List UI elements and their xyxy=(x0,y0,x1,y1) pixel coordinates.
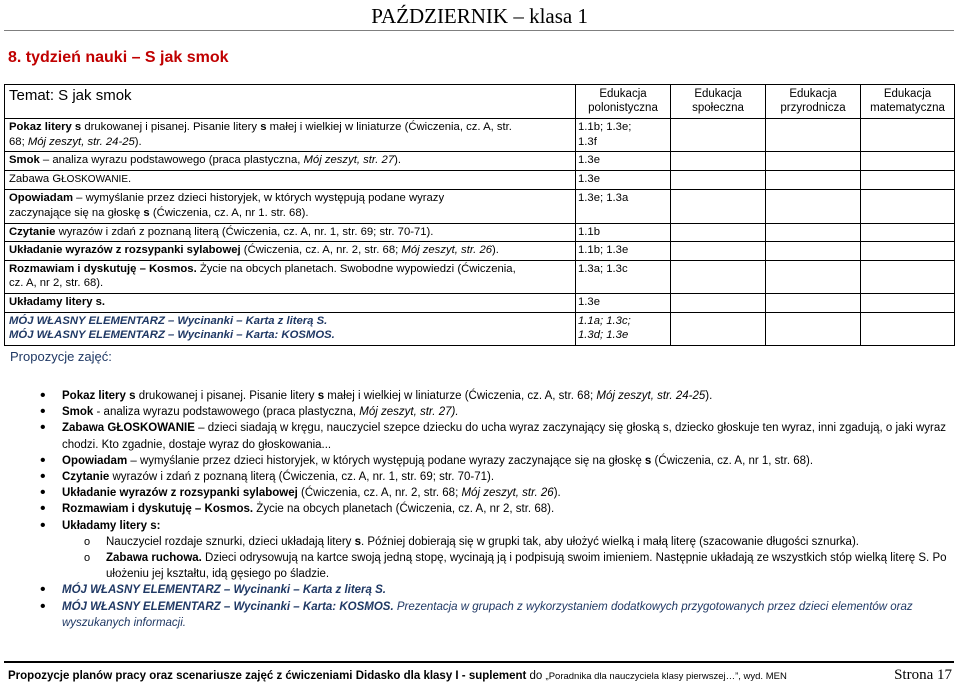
footer-text xyxy=(8,670,787,682)
empty-cell xyxy=(766,170,861,190)
topic-header: Temat: S jak smok xyxy=(5,85,576,119)
code: 1.1b; 1.3e xyxy=(578,244,629,257)
empty-cell xyxy=(861,242,955,261)
activity-bold: Rozmawiam i dyskutuję – Kosmos. xyxy=(9,262,197,275)
activity-text: zaczynające się na głoskę xyxy=(9,206,144,219)
notebook-reference: Mój zeszyt, str. 26 xyxy=(401,244,493,257)
empty-cell xyxy=(671,293,766,312)
curriculum-codes xyxy=(576,293,671,312)
letter-s: s xyxy=(644,454,652,467)
code: 1.3e xyxy=(578,154,600,167)
week-title: 8. tydzień nauki – S jak smok xyxy=(8,49,229,66)
empty-cell xyxy=(861,190,955,223)
table-row xyxy=(5,190,955,223)
proposals-list xyxy=(40,388,954,631)
curriculum-codes xyxy=(576,223,671,242)
table-row xyxy=(5,152,955,171)
activity-text: – wymyślanie przez dzieci historyjek, w których występują podane wyrazy xyxy=(73,192,445,205)
activity-bold: Smok xyxy=(9,154,40,167)
code: 1.3e xyxy=(578,172,600,185)
empty-cell xyxy=(766,242,861,261)
empty-cell xyxy=(766,312,861,345)
list-item xyxy=(40,485,954,501)
item-text: wyrazów i zdań z poznaną literą (Ćwiczenia, cz. A, nr. 1, str. 69; str. 70-71). xyxy=(109,471,495,484)
curriculum-codes xyxy=(576,170,671,190)
code: 1.1b xyxy=(578,225,600,238)
item-bold: Zabawa GŁOSKOWANIE xyxy=(62,422,195,435)
column-label: Edukacja xyxy=(694,88,742,100)
empty-cell xyxy=(671,152,766,171)
table-header-row xyxy=(5,85,955,119)
header-divider xyxy=(4,30,954,31)
page-header-title: PAŹDZIERNIK – klasa 1 xyxy=(371,4,588,28)
column-label: społeczna xyxy=(692,101,744,114)
letter-s: s xyxy=(317,390,325,402)
column-label: przyrodnicza xyxy=(780,101,846,114)
notebook-reference: Mój zeszyt, str. 24-25 xyxy=(27,135,135,148)
activity-text: ). xyxy=(492,244,499,257)
sub-list-item xyxy=(84,550,954,582)
code: 1.3d; 1.3e xyxy=(578,329,629,342)
empty-cell xyxy=(671,170,766,190)
page-number: Strona 17 xyxy=(894,667,952,683)
code: 1.1a; 1.3c; xyxy=(578,314,631,327)
notebook-reference: Mój zeszyt, str. 27). xyxy=(359,406,459,419)
footer-title: Propozycje planów pracy oraz scenariusze zajęć z ćwiczeniami Didasko dla klasy I - xyxy=(8,670,469,682)
list-item xyxy=(40,404,954,420)
empty-cell xyxy=(766,260,861,293)
activity-cell xyxy=(5,260,576,293)
activity-text: (Ćwiczenia, cz. A, nr 1. str. 68). xyxy=(149,206,309,219)
elementarz-card-s: MÓJ WŁASNY ELEMENTARZ – Wycinanki – Karta z literą S. xyxy=(62,584,386,597)
column-polish-education xyxy=(576,85,671,119)
activity-cell xyxy=(5,242,576,261)
table-row xyxy=(5,242,955,261)
column-social-education xyxy=(671,85,766,119)
table-row xyxy=(5,119,955,152)
activity-text: 68; xyxy=(9,135,28,148)
activity-text: (Ćwiczenia, cz. A, nr. 2, str. 68; xyxy=(240,244,402,257)
activity-text: cz. A, nr 2, str. 68). xyxy=(9,277,104,290)
elementarz-card-kosmos: MÓJ WŁASNY ELEMENTARZ – Wycinanki – Karta: KOSMOS. xyxy=(9,329,335,342)
item-bold: Układamy litery s: xyxy=(62,519,161,532)
activity-bold: Czytanie xyxy=(9,225,56,238)
activity-cell xyxy=(5,152,576,171)
curriculum-codes xyxy=(576,152,671,171)
elementarz-card-kosmos: MÓJ WŁASNY ELEMENTARZ – Wycinanki – Karta: KOSMOS. xyxy=(62,600,394,613)
item-bold: Czytanie xyxy=(62,471,110,484)
list-item xyxy=(40,469,954,485)
column-label: Edukacja xyxy=(599,88,647,100)
item-bold: Opowiadam xyxy=(62,454,128,467)
table-row xyxy=(5,170,955,190)
activity-text: małej i wielkiej w liniaturze (Ćwiczenia, cz. A, str. xyxy=(266,121,512,133)
code: 1.1b; 1.3e; xyxy=(578,121,632,133)
code: 1.3f xyxy=(578,135,597,148)
empty-cell xyxy=(671,223,766,242)
empty-cell xyxy=(861,312,955,345)
empty-cell xyxy=(766,190,861,223)
activity-cell xyxy=(5,190,576,223)
activity-bold: Układanie wyrazów z rozsypanki sylabowej xyxy=(9,244,241,257)
table-row xyxy=(5,293,955,312)
item-text: drukowanej i pisanej. Pisanie litery xyxy=(135,390,318,402)
item-text: - analiza wyrazu podstawowego (praca plastyczna, xyxy=(93,406,360,419)
empty-cell xyxy=(861,170,955,190)
letter-s: s xyxy=(260,121,267,133)
activity-bold: Układamy litery s. xyxy=(9,295,106,308)
empty-cell xyxy=(671,260,766,293)
item-text: Nauczyciel rozdaje sznurki, dzieci układają litery xyxy=(106,535,355,548)
empty-cell xyxy=(861,152,955,171)
empty-cell xyxy=(861,223,955,242)
notebook-reference: Mój zeszyt, str. 26 xyxy=(461,487,554,500)
empty-cell xyxy=(766,152,861,171)
activity-bold: Opowiadam xyxy=(9,192,74,205)
activity-text: ). xyxy=(134,135,142,148)
activity-cell xyxy=(5,293,576,312)
activity-bold: Pokaz litery s xyxy=(9,121,82,133)
list-item xyxy=(40,501,954,517)
curriculum-codes xyxy=(576,242,671,261)
notebook-reference: Mój zeszyt, str. 24-25 xyxy=(596,390,706,402)
empty-cell xyxy=(766,119,861,152)
list-item xyxy=(40,518,954,583)
sub-list-item xyxy=(84,534,954,550)
item-text: (Ćwiczenia, cz. A, nr. 2, str. 68; xyxy=(297,487,462,500)
item-bold: Rozmawiam i dyskutuję – Kosmos. xyxy=(62,503,254,516)
footer-divider xyxy=(4,661,954,663)
activity-cell xyxy=(5,312,576,345)
code: 1.3a; 1.3c xyxy=(578,262,628,275)
activity-cell xyxy=(5,119,576,152)
curriculum-codes xyxy=(576,190,671,223)
empty-cell xyxy=(671,242,766,261)
curriculum-codes xyxy=(576,119,671,152)
item-bold: Pokaz litery s xyxy=(62,390,136,402)
list-item xyxy=(40,420,954,452)
list-item xyxy=(40,453,954,469)
item-text: – wymyślanie przez dzieci historyjek, w których występują podane wyrazy zaczynające się na głoskę xyxy=(127,454,645,467)
item-text: . Później dobierają się w grupki tak, aby ułożyć wielką i małą literę (szacowanie długości sznurka). xyxy=(361,535,859,548)
item-text: Prezentacja w grupach z wykorzystaniem dodatkowych przygotowanych przez dzieci elementów oraz wyszukanych informacji. xyxy=(62,600,913,629)
notebook-reference: Mój zeszyt, str. 27 xyxy=(303,154,395,167)
list-item xyxy=(40,582,954,598)
column-label: Edukacja xyxy=(883,88,932,100)
table-row xyxy=(5,312,955,345)
letter-s: s xyxy=(354,535,362,548)
empty-cell xyxy=(671,312,766,345)
activity-cell xyxy=(5,223,576,242)
curriculum-codes xyxy=(576,260,671,293)
item-text: Dzieci odrysowują na kartce swoją jedną stopę, wycinają ją i podpisują swoim imieniem. Następnie układają ze wszystkich stóp wielką literę S. Po ułożeniu jej kształtu, idą gęsiego po śladzie. xyxy=(106,552,947,581)
activity-text: ). xyxy=(394,154,402,167)
elementarz-card-s: MÓJ WŁASNY ELEMENTARZ – Wycinanki – Karta z literą S. xyxy=(9,314,328,327)
list-item xyxy=(40,599,954,631)
activity-text: – analiza wyrazu podstawowego (praca plastyczna, xyxy=(39,154,304,167)
item-bold: Smok xyxy=(62,406,94,419)
item-text: – dzieci siadają w kręgu, nauczyciel szepce dziecku do ucha wyraz zaczynający się głoską s, dziecko głoskuje ten wyraz, inni zgadują, o jaki wyraz chodzi. Kto zgadnie, dostaje wyraz do głoskowania... xyxy=(62,422,946,451)
activity-cell xyxy=(5,170,576,190)
activity-smallcaps: ŁOSKOWANIE xyxy=(61,173,128,185)
item-text: (Ćwiczenia, cz. A, nr 1, str. 68). xyxy=(651,454,814,467)
column-label: polonistyczna xyxy=(588,101,658,114)
empty-cell xyxy=(671,190,766,223)
item-text: ). xyxy=(553,487,561,500)
activity-text: Życie na obcych planetach. Swobodne wypowiedzi (Ćwiczenia, xyxy=(196,262,516,275)
activity-text: . xyxy=(128,172,132,185)
lesson-plan-table xyxy=(4,84,955,346)
table-row xyxy=(5,260,955,293)
footer-source: „Poradnika dla nauczyciela klasy pierwszej…”, wyd. MEN xyxy=(545,671,787,682)
empty-cell xyxy=(861,260,955,293)
footer-text-do: do xyxy=(526,670,546,682)
activity-text: Zabawa G xyxy=(9,172,62,185)
item-text: małej i wielkiej w liniaturze (Ćwiczenia, cz. A, str. 68; xyxy=(324,390,597,402)
activity-text: wyrazów i zdań z poznaną literą (Ćwiczenia, cz. A, nr. 1, str. 69; str. 70-71). xyxy=(55,225,434,238)
item-text: Życie na obcych planetach (Ćwiczenia, cz. A, nr 2, str. 68). xyxy=(253,503,555,516)
empty-cell xyxy=(861,293,955,312)
footer-suffix: suplement xyxy=(468,670,527,682)
column-nature-education xyxy=(766,85,861,119)
empty-cell xyxy=(766,293,861,312)
item-bold: Układanie wyrazów z rozsypanki sylabowej xyxy=(62,487,298,500)
item-text: ). xyxy=(705,390,713,402)
list-item xyxy=(40,388,954,404)
column-label: matematyczna xyxy=(870,101,945,114)
empty-cell xyxy=(671,119,766,152)
code: 1.3e xyxy=(578,295,600,308)
column-math-education xyxy=(861,85,955,119)
curriculum-codes xyxy=(576,312,671,345)
item-bold: Zabawa ruchowa. xyxy=(106,552,202,565)
letter-s: s xyxy=(143,206,150,219)
table-row xyxy=(5,223,955,242)
proposals-title: Propozycje zajęć: xyxy=(10,349,112,364)
empty-cell xyxy=(861,119,955,152)
sub-list xyxy=(62,534,954,583)
code: 1.3e; 1.3a xyxy=(578,192,629,205)
column-label: Edukacja xyxy=(789,88,837,100)
empty-cell xyxy=(766,223,861,242)
activity-text: drukowanej i pisanej. Pisanie litery xyxy=(81,121,261,133)
